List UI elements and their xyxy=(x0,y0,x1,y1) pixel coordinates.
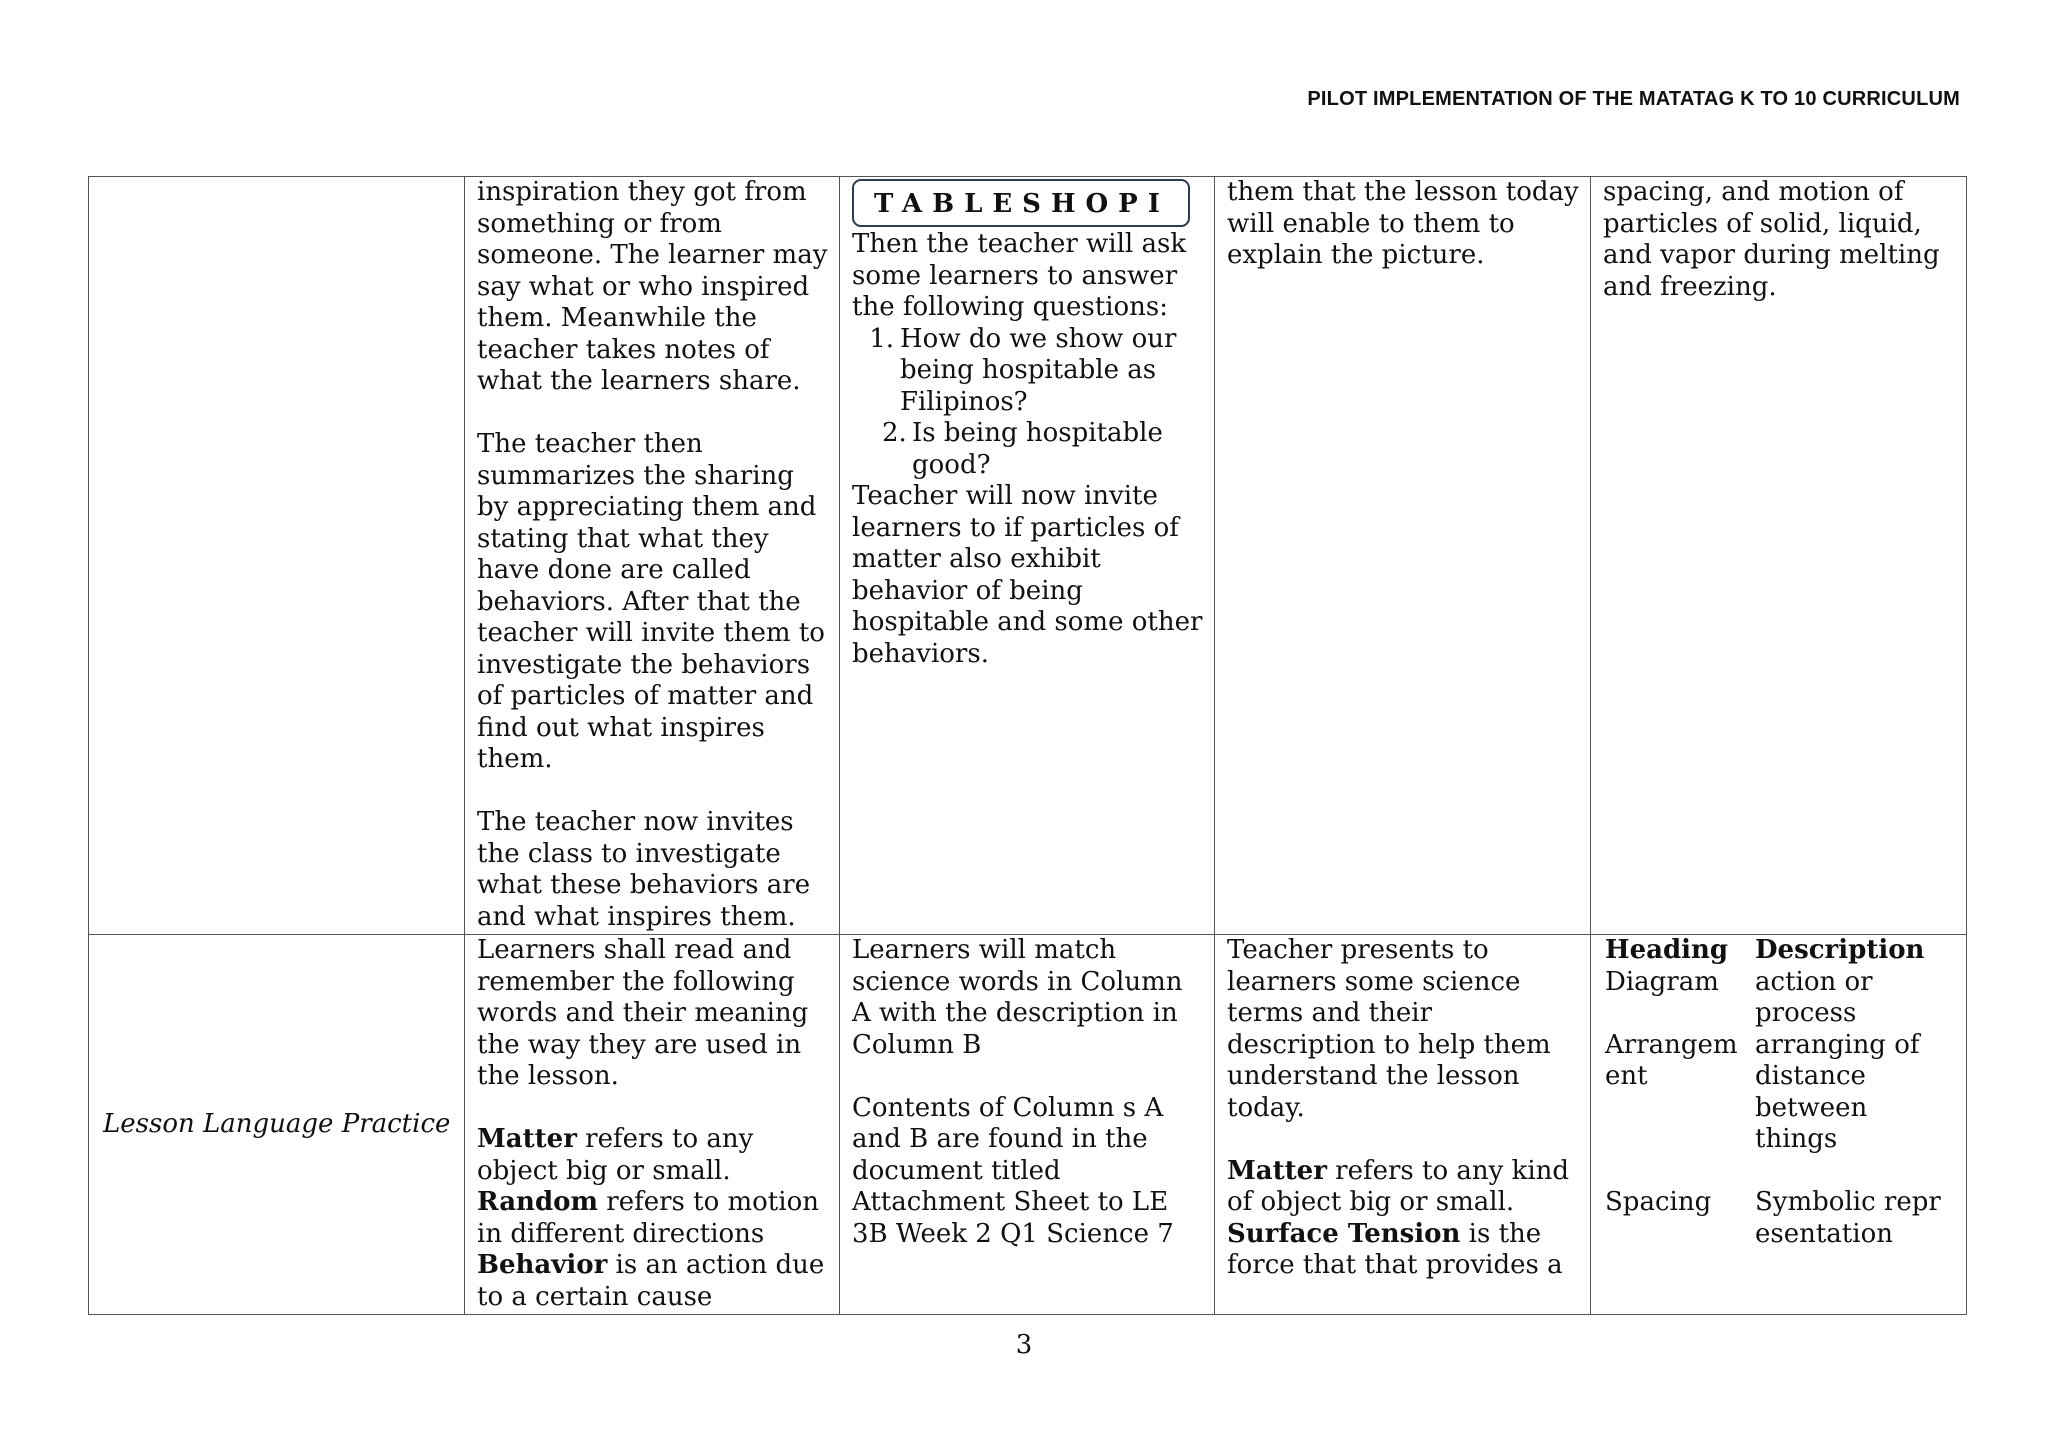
paragraph: The teacher then summarizes the sharing by appreciating them and stating that what they have done are called behaviors. After that the teacher will invite them to investigate the behaviors of particles of matter and find out what inspires them. xyxy=(477,429,825,774)
table-cell: action or process xyxy=(1755,966,1873,1028)
definition: is an action due to a certain cause xyxy=(477,1250,825,1312)
list-text: How do we show our being hospitable as Filipinos? xyxy=(900,323,1177,417)
list-number: 2. xyxy=(882,418,907,448)
paragraph: Teacher presents to learners some science terms and their description to help them understand the lesson today. xyxy=(1227,935,1551,1123)
table-cell: Arrangement xyxy=(1605,1029,1738,1091)
activity-cell-4 xyxy=(1591,935,1967,1315)
table-cell: arranging of distance between things xyxy=(1755,1029,1920,1154)
paragraph: them that the lesson today will enable to them to explain the picture. xyxy=(1227,177,1579,270)
term-definition xyxy=(477,1250,829,1313)
table-row xyxy=(1591,1187,1956,1250)
term-definition xyxy=(1227,1219,1580,1282)
header-text: Description xyxy=(1755,935,1925,965)
column-header xyxy=(1755,935,1956,967)
lesson-plan-table xyxy=(88,176,1967,1315)
activity-cell-3 xyxy=(1215,935,1591,1315)
term-definition xyxy=(1227,1156,1580,1219)
paragraph: Then the teacher will ask some learners to answer the following questions: xyxy=(852,229,1187,322)
table-cell: Symbolic representation xyxy=(1755,1187,1941,1249)
activity-cell-3 xyxy=(1215,177,1591,935)
activity-cell-4 xyxy=(1591,177,1967,935)
definition: refers to any kind of object big or small. xyxy=(1227,1155,1570,1217)
paragraph: Learners will match science words in Column A with the description in Column B xyxy=(852,935,1183,1060)
vocabulary-table xyxy=(1591,935,1956,1250)
list-text: Is being hospitable good? xyxy=(912,418,1163,480)
definition: refers to motion in different directions xyxy=(477,1187,819,1249)
row-label-cell xyxy=(89,177,465,935)
tableshopi-badge: TABLESHOPI xyxy=(852,179,1190,227)
list-number: 1. xyxy=(869,323,894,354)
table-cell: Spacing xyxy=(1605,1187,1712,1217)
term: Behavior xyxy=(477,1250,608,1280)
term: Matter xyxy=(477,1124,577,1154)
paragraph: spacing, and motion of particles of solid, liquid, and vapor during melting and freezing. xyxy=(1603,177,1940,302)
question-list xyxy=(852,324,1204,482)
table-cell: Diagram xyxy=(1605,966,1719,997)
term-definition xyxy=(477,1124,829,1187)
term-definition xyxy=(477,1187,829,1250)
table-row xyxy=(89,935,1967,1315)
table-row xyxy=(1591,1030,1956,1188)
header-text: Heading xyxy=(1605,935,1729,965)
list-item xyxy=(852,418,1204,481)
paragraph: inspiration they got from something or from someone. The learner may say what or who inspired them. Meanwhile the teacher takes notes of what the learners share. xyxy=(477,177,828,396)
page-header: PILOT IMPLEMENTATION OF THE MATATAG K TO 10 CURRICULUM xyxy=(1307,88,1960,110)
definition: is the force that that provides a xyxy=(1227,1218,1563,1280)
column-header xyxy=(1591,935,1755,967)
table-row xyxy=(89,177,1967,935)
definition: refers to any object big or small. xyxy=(477,1124,754,1186)
table-row xyxy=(1591,967,1956,1030)
paragraph: The teacher now invites the class to investigate what these behaviors are and what inspires them. xyxy=(477,807,811,932)
paragraph: Contents of Column s A and B are found in the document titled Attachment Sheet to LE 3B Week 2 Q1 Science 7 xyxy=(852,1092,1174,1249)
page-number: 3 xyxy=(1015,1330,1033,1360)
activity-cell-1 xyxy=(465,177,840,935)
paragraph: Teacher will now invite learners to if particles of matter also exhibit behavior of being hospitable and some other behaviors. xyxy=(852,481,1203,669)
paragraph: Learners shall read and remember the following words and their meaning the way they are used in the lesson. xyxy=(477,935,809,1091)
activity-cell-1 xyxy=(465,935,840,1315)
table-row xyxy=(1591,935,1956,967)
activity-cell-2 xyxy=(840,177,1215,935)
term: Random xyxy=(477,1187,598,1217)
term: Surface Tension xyxy=(1227,1218,1461,1249)
term: Matter xyxy=(1227,1155,1327,1186)
row-label-cell: Lesson Language Practice xyxy=(89,935,465,1315)
list-item xyxy=(852,324,1204,419)
activity-cell-2 xyxy=(840,935,1215,1315)
